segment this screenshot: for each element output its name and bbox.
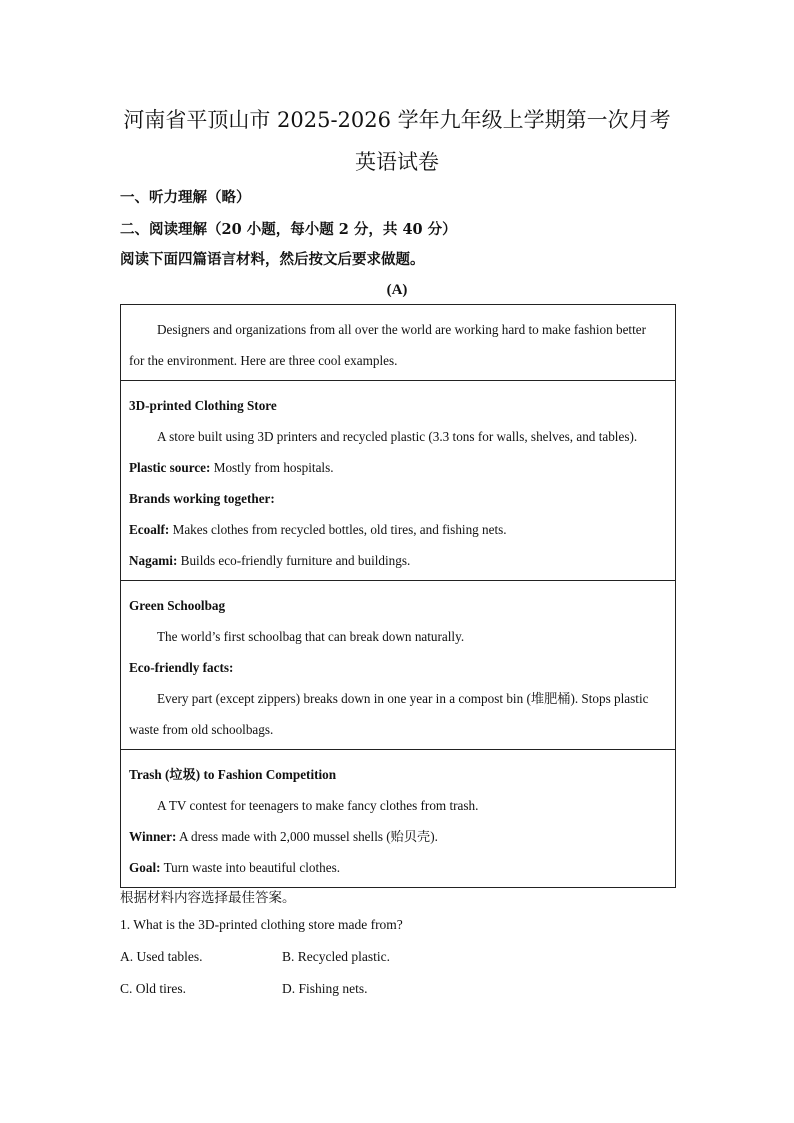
store-title: 3D-printed Clothing Store [129,398,277,413]
question-1-option-d: D. Fishing nets. [282,981,368,996]
plastic-source-text: Mostly from hospitals. [210,460,334,475]
winner-line [129,821,667,852]
section-reading-heading: 二、阅读理解（20 小题，每小题 2 分，共 40 分） [120,221,457,238]
goal-line [129,852,667,883]
eco-facts-line: waste from old schoolbags. [129,722,274,737]
question-1-option-c: C. Old tires. [120,981,186,996]
nagami-label: Nagami: [129,553,178,568]
store-description: A store built using 3D printers and recycled plastic (3.3 tons for walls, shelves, and tables). [157,429,638,444]
question-instruction: 根据材料内容选择最佳答案。 [120,890,296,906]
schoolbag-description: The world’s first schoolbag that can break down naturally. [157,629,465,644]
reading-instruction: 阅读下面四篇语言材料，然后按文后要求做题。 [120,251,425,268]
ecoalf-label: Ecoalf: [129,522,170,537]
eco-facts-line: Every part (except zippers) breaks down in one year in a compost bin (堆肥桶). Stops plastic [157,691,649,706]
passage-label: (A) [386,282,408,298]
intro-line: for the environment. Here are three cool examples. [129,353,398,368]
eco-facts-label: Eco-friendly facts: [129,660,234,675]
competition-description: A TV contest for teenagers to make fancy clothes from trash. [157,798,479,813]
exam-title: 河南省平顶山市 2025-2026 学年九年级上学期第一次月考 [123,108,671,132]
schoolbag-title: Green Schoolbag [129,598,226,613]
competition-title: Trash (垃圾) to Fashion Competition [129,767,337,782]
goal-label: Goal: [129,860,161,875]
nagami-line [129,545,667,576]
schoolbag-section [121,580,675,749]
winner-text: A dress made with 2,000 mussel shells (贻贝壳). [176,829,438,844]
intro-section [121,305,675,380]
nagami-text: Builds eco-friendly furniture and buildings. [177,553,411,568]
ecoalf-text: Makes clothes from recycled bottles, old tires, and fishing nets. [169,522,507,537]
section-listening-heading: 一、听力理解（略） [120,189,251,206]
question-1-option-a: A. Used tables. [120,949,203,964]
passage-table [120,304,676,888]
brands-label: Brands working together: [129,491,275,506]
question-1-option-b: B. Recycled plastic. [282,949,390,964]
intro-line: Designers and organizations from all over the world are working hard to make fashion better [157,322,647,337]
goal-text: Turn waste into beautiful clothes. [160,860,340,875]
question-1-stem: 1. What is the 3D-printed clothing store made from? [120,917,403,932]
exam-subtitle: 英语试卷 [355,150,439,174]
plastic-source-label: Plastic source: [129,460,211,475]
plastic-source-line [129,452,667,483]
competition-section [121,749,675,887]
winner-label: Winner: [129,829,177,844]
ecoalf-line [129,514,667,545]
store-section [121,380,675,580]
